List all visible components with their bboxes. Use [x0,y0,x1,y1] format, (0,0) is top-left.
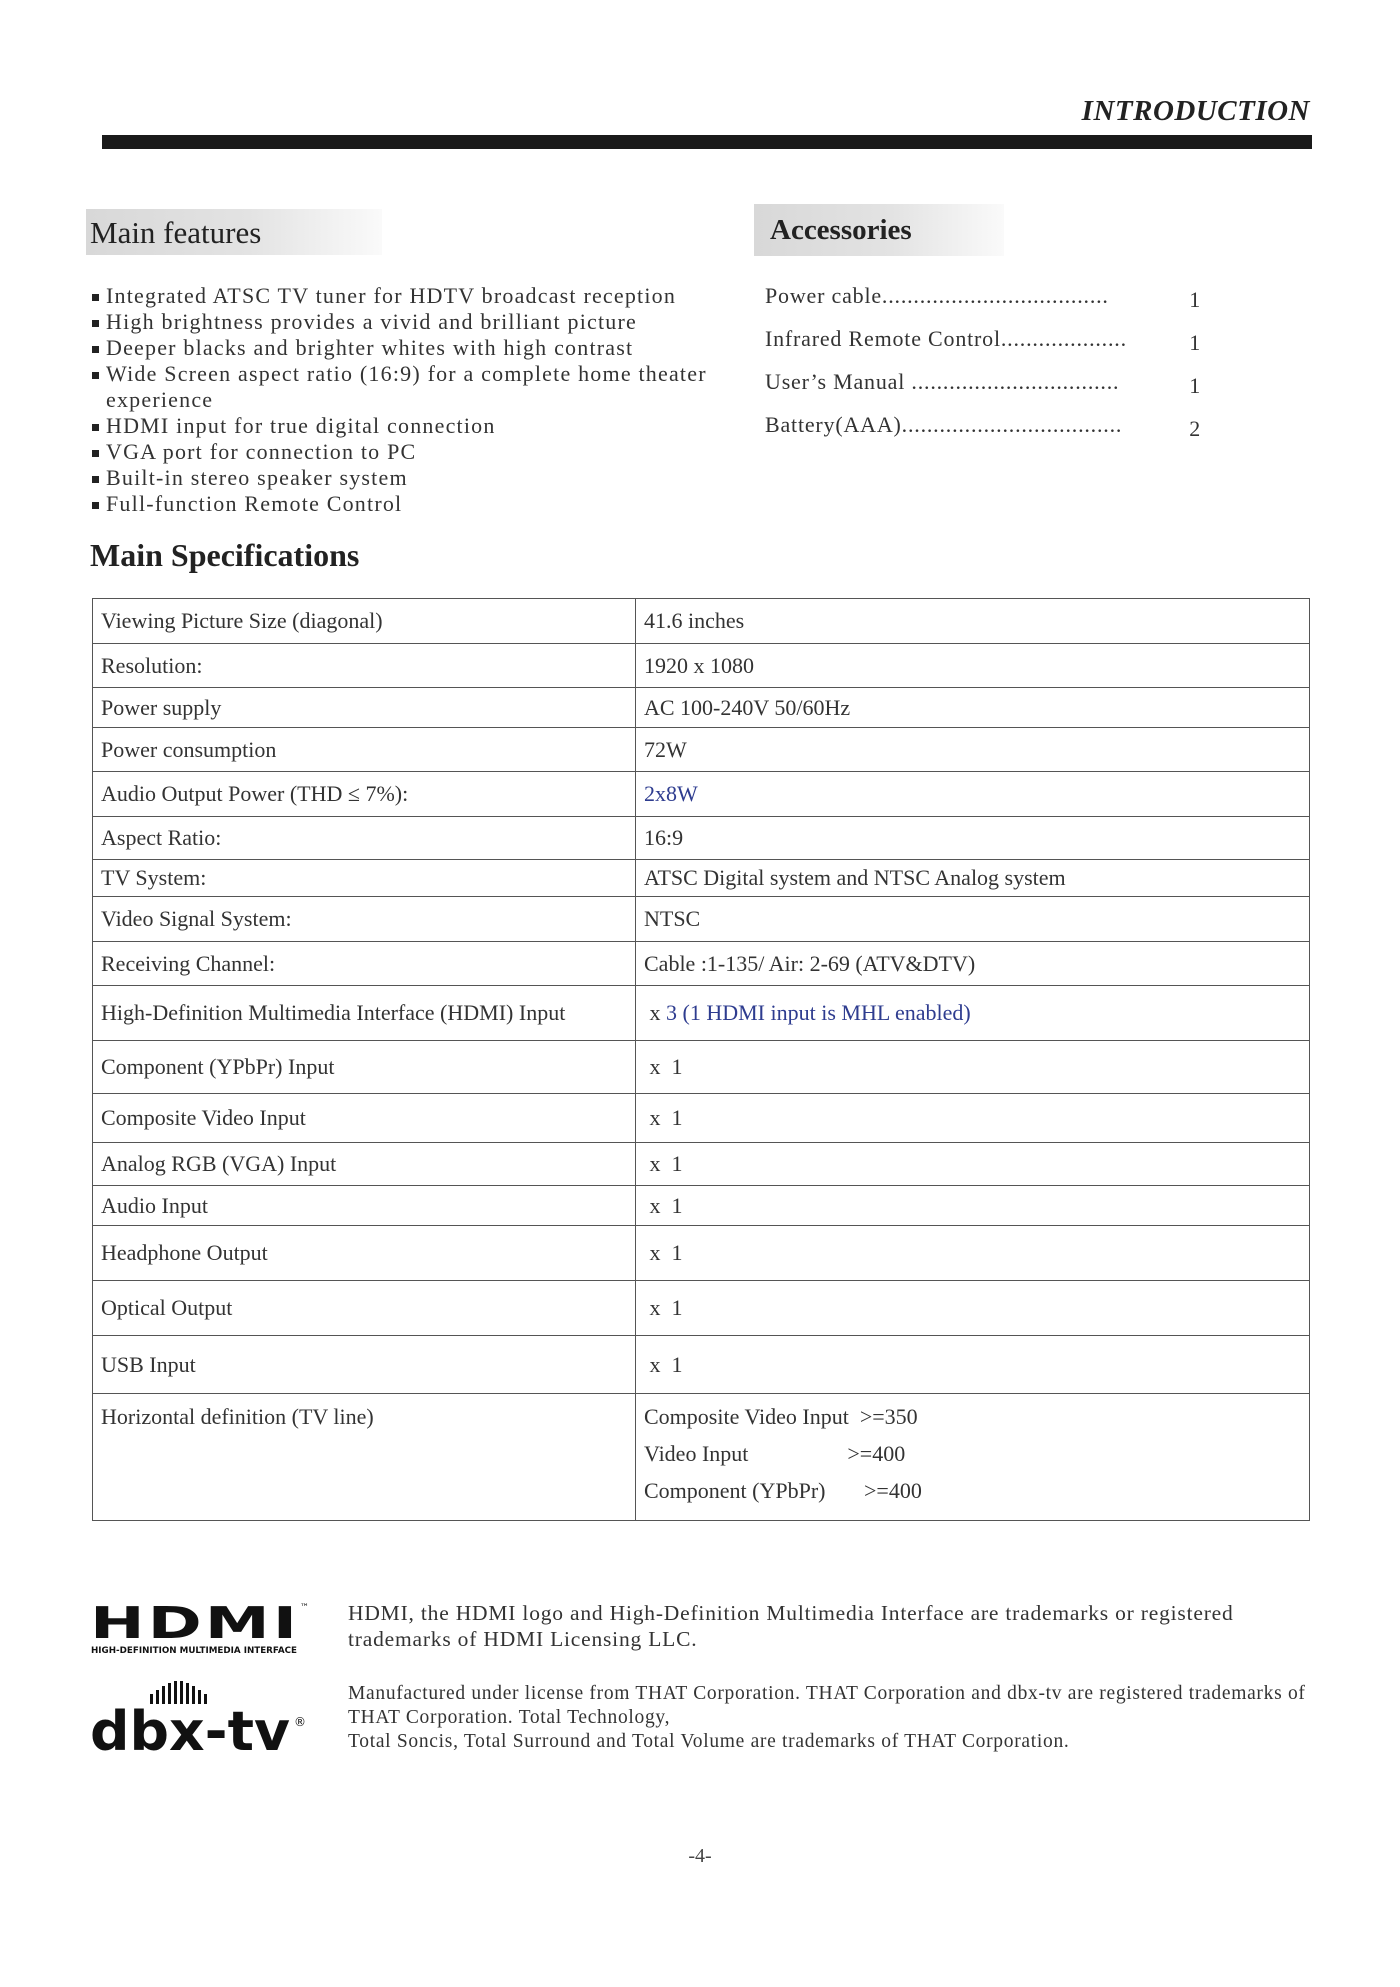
bullet-square-icon [92,346,99,353]
list-item: Full-function Remote Control [92,491,732,517]
table-row: Horizontal definition (TV line) Composite Video Input >=350 Video Input >=400 Component (YPbPr) >=400 [93,1394,1310,1521]
hdef-line: Component (YPbPr) >=400 [644,1478,922,1503]
accessory-row: Battery(AAA)................................... 2 [765,412,1201,441]
list-item: Built-in stereo speaker system [92,465,732,491]
table-row: Optical Output x 1 [93,1281,1310,1336]
table-row: Power supply AC 100-240V 50/60Hz [93,688,1310,728]
table-row: Audio Input x 1 [93,1186,1310,1226]
table-row: Aspect Ratio: 16:9 [93,817,1310,860]
page-section-title: INTRODUCTION [1081,95,1310,127]
accessories-heading: Accessories [754,204,1004,256]
bullet-square-icon [92,320,99,327]
table-row: Headphone Output x 1 [93,1226,1310,1281]
hdmi-trademark-notice: HDMI, the HDMI logo and High-Definition Multimedia Interface are trademarks or registered trademarks of HDMI Licensing LLC. [348,1601,1234,1651]
table-row: Audio Output Power (THD ≤ 7%): 2x8W [93,772,1310,817]
dbx-logo-text: dbx-tv [90,1700,290,1762]
list-item: Deeper blacks and brighter whites with high contrast [92,335,732,361]
table-row: USB Input x 1 [93,1336,1310,1394]
table-row: Video Signal System: NTSC [93,897,1310,942]
list-item: VGA port for connection to PC [92,439,732,465]
bullet-square-icon [92,502,99,509]
specifications-table [92,598,1310,1521]
table-row: Viewing Picture Size (diagonal) 41.6 inches [93,599,1310,644]
hdef-line: Video Input >=400 [644,1441,906,1466]
specifications-heading: Main Specifications [90,537,360,573]
page-number: -4- [688,1845,712,1867]
table-row: TV System: ATSC Digital system and NTSC Analog system [93,860,1310,897]
table-row: Analog RGB (VGA) Input x 1 [93,1143,1310,1186]
header-rule [102,135,1312,149]
accessory-row: Infrared Remote Control.................... 1 [765,326,1201,355]
hdef-line: Composite Video Input >=350 [644,1404,918,1429]
main-features-heading: Main features [86,209,382,255]
list-item: Wide Screen aspect ratio (16:9) for a complete home theater experience [92,361,732,413]
main-features-list [92,283,732,517]
accessories-list [765,283,1205,455]
dbx-trademark-notice: Manufactured under license from THAT Corporation. THAT Corporation and dbx-tv are registered trademarks of THAT Corporation. Total Technology, Total Soncis, Total Surround and Total Volume are trademarks of THAT Corporation. [348,1683,1306,1752]
dbx-tv-logo [90,1680,312,1762]
table-row: Resolution: 1920 x 1080 [93,644,1310,688]
table-row: Receiving Channel: Cable :1-135/ Air: 2-69 (ATV&DTV) [93,942,1310,986]
accessory-row: User’s Manual ................................. 1 [765,369,1201,398]
list-item: High brightness provides a vivid and brilliant picture [92,309,732,335]
hdmi-logo [90,1600,310,1656]
bullet-square-icon [92,372,99,379]
list-item: Integrated ATSC TV tuner for HDTV broadcast reception [92,283,732,309]
table-row: High-Definition Multimedia Interface (HDMI) Input x 3 (1 HDMI input is MHL enabled) [93,986,1310,1041]
svg-text:™: ™ [300,1603,309,1613]
list-item: HDMI input for true digital connection [92,413,732,439]
svg-text:®: ® [294,1715,306,1729]
bullet-square-icon [92,450,99,457]
table-row: Composite Video Input x 1 [93,1094,1310,1143]
table-row: Component (YPbPr) Input x 1 [93,1041,1310,1094]
bullet-square-icon [92,294,99,301]
hdmi-logo-text: HDMI [90,1600,300,1649]
bullet-square-icon [92,424,99,431]
bullet-square-icon [92,476,99,483]
hdmi-logo-tagline: HIGH-DEFINITION MULTIMEDIA INTERFACE [91,1646,298,1656]
table-row: Power consumption 72W [93,728,1310,772]
accessory-row: Power cable.................................... 1 [765,283,1201,312]
